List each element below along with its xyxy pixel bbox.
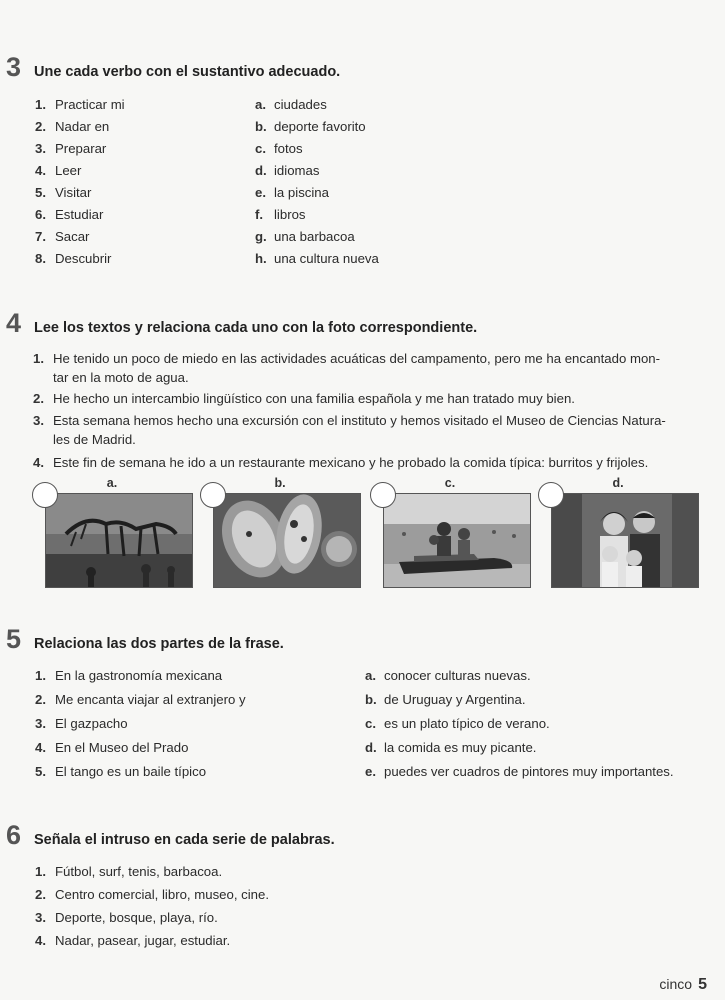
section-title: Lee los textos y relaciona cada uno con la foto correspondiente. bbox=[34, 320, 478, 336]
list-item: 2. Centro comercial, libro, museo, cine. bbox=[35, 887, 270, 902]
match-right-item: d. idiomas bbox=[255, 163, 320, 178]
match-left-item: 4. Leer bbox=[35, 163, 82, 178]
photo-label: b. bbox=[274, 476, 286, 490]
text-item: 4. Este fin de semana he ido a un restaurante mexicano y he probado la comida típica: burritos y frijoles. bbox=[33, 455, 649, 470]
section-6-heading bbox=[6, 822, 335, 849]
match-right-item: a. conocer culturas nuevas. bbox=[365, 668, 531, 683]
match-right-item: f. libros bbox=[255, 207, 306, 222]
match-left-item: 5. Visitar bbox=[35, 185, 92, 200]
match-right-item: e. la piscina bbox=[255, 185, 329, 200]
match-left-item: 3. Preparar bbox=[35, 141, 107, 156]
match-right-item: c. fotos bbox=[255, 141, 303, 156]
photo-label: c. bbox=[444, 476, 456, 490]
answer-circle[interactable] bbox=[370, 482, 396, 508]
match-left-item: 6. Estudiar bbox=[35, 207, 104, 222]
list-item: 4. Nadar, pasear, jugar, estudiar. bbox=[35, 933, 231, 948]
match-left-item: 1. Practicar mi bbox=[35, 97, 125, 112]
match-left-item: 8. Descubrir bbox=[35, 251, 112, 266]
match-right-item: h. una cultura nueva bbox=[255, 251, 379, 266]
photo-option-b bbox=[201, 476, 359, 590]
dinosaur-skeleton-photo bbox=[45, 493, 193, 588]
section-number: 3 bbox=[6, 52, 22, 82]
match-left-item: 3. El gazpacho bbox=[35, 716, 128, 731]
answer-circle[interactable] bbox=[32, 482, 58, 508]
match-left-item: 7. Sacar bbox=[35, 229, 90, 244]
text-item: 3. Esta semana hemos hecho una excursión con el instituto y hemos visitado el Museo de Ciencias Natura- les de Madrid. bbox=[33, 413, 666, 447]
match-right-item: b. de Uruguay y Argentina. bbox=[365, 692, 526, 707]
page-number: 5 bbox=[698, 976, 707, 993]
photo-option-a bbox=[33, 476, 191, 590]
list-item: 1. Fútbol, surf, tenis, barbacoa. bbox=[35, 864, 223, 879]
match-left-item: 2. Nadar en bbox=[35, 119, 110, 134]
family-photo bbox=[551, 493, 699, 588]
match-right-item: b. deporte favorito bbox=[255, 119, 366, 134]
section-number: 6 bbox=[6, 820, 22, 850]
match-right-item: c. es un plato típico de verano. bbox=[365, 716, 550, 731]
section-5-heading bbox=[6, 626, 284, 653]
match-right-item: a. ciudades bbox=[255, 97, 327, 112]
section-3-heading bbox=[6, 54, 340, 81]
photo-label: d. bbox=[612, 476, 624, 490]
photo-grid bbox=[33, 476, 701, 590]
match-left-item: 1. En la gastronomía mexicana bbox=[35, 668, 223, 683]
photo-label: a. bbox=[106, 476, 118, 490]
section-4-heading bbox=[6, 310, 477, 337]
match-right-item: e. puedes ver cuadros de pintores muy importantes. bbox=[365, 764, 674, 779]
jet-ski-photo bbox=[383, 493, 531, 588]
text-item: 2. He hecho un intercambio lingüístico con una familia española y me han tratado muy bien. bbox=[33, 391, 575, 406]
list-item: 3. Deporte, bosque, playa, río. bbox=[35, 910, 218, 925]
section-number: 5 bbox=[6, 624, 22, 654]
match-left-item: 2. Me encanta viajar al extranjero y bbox=[35, 692, 246, 707]
tacos-photo bbox=[213, 493, 361, 588]
section-title: Une cada verbo con el sustantivo adecuado. bbox=[34, 64, 341, 80]
match-left-item: 4. En el Museo del Prado bbox=[35, 740, 189, 755]
match-right-item: g. una barbacoa bbox=[255, 229, 355, 244]
page-word: cinco bbox=[659, 976, 693, 992]
photo-option-d bbox=[539, 476, 697, 590]
answer-circle[interactable] bbox=[538, 482, 564, 508]
match-right-item: d. la comida es muy picante. bbox=[365, 740, 537, 755]
answer-circle[interactable] bbox=[200, 482, 226, 508]
text-item: 1. He tenido un poco de miedo en las actividades acuáticas del campamento, pero me ha encantado mon- tar en la moto de agua. bbox=[33, 351, 660, 385]
section-title: Señala el intruso en cada serie de palabras. bbox=[34, 832, 335, 848]
section-title: Relaciona las dos partes de la frase. bbox=[34, 636, 284, 652]
section-number: 4 bbox=[6, 308, 22, 338]
photo-option-c bbox=[371, 476, 529, 590]
match-left-item: 5. El tango es un baile típico bbox=[35, 764, 207, 779]
page-footer bbox=[659, 976, 707, 994]
